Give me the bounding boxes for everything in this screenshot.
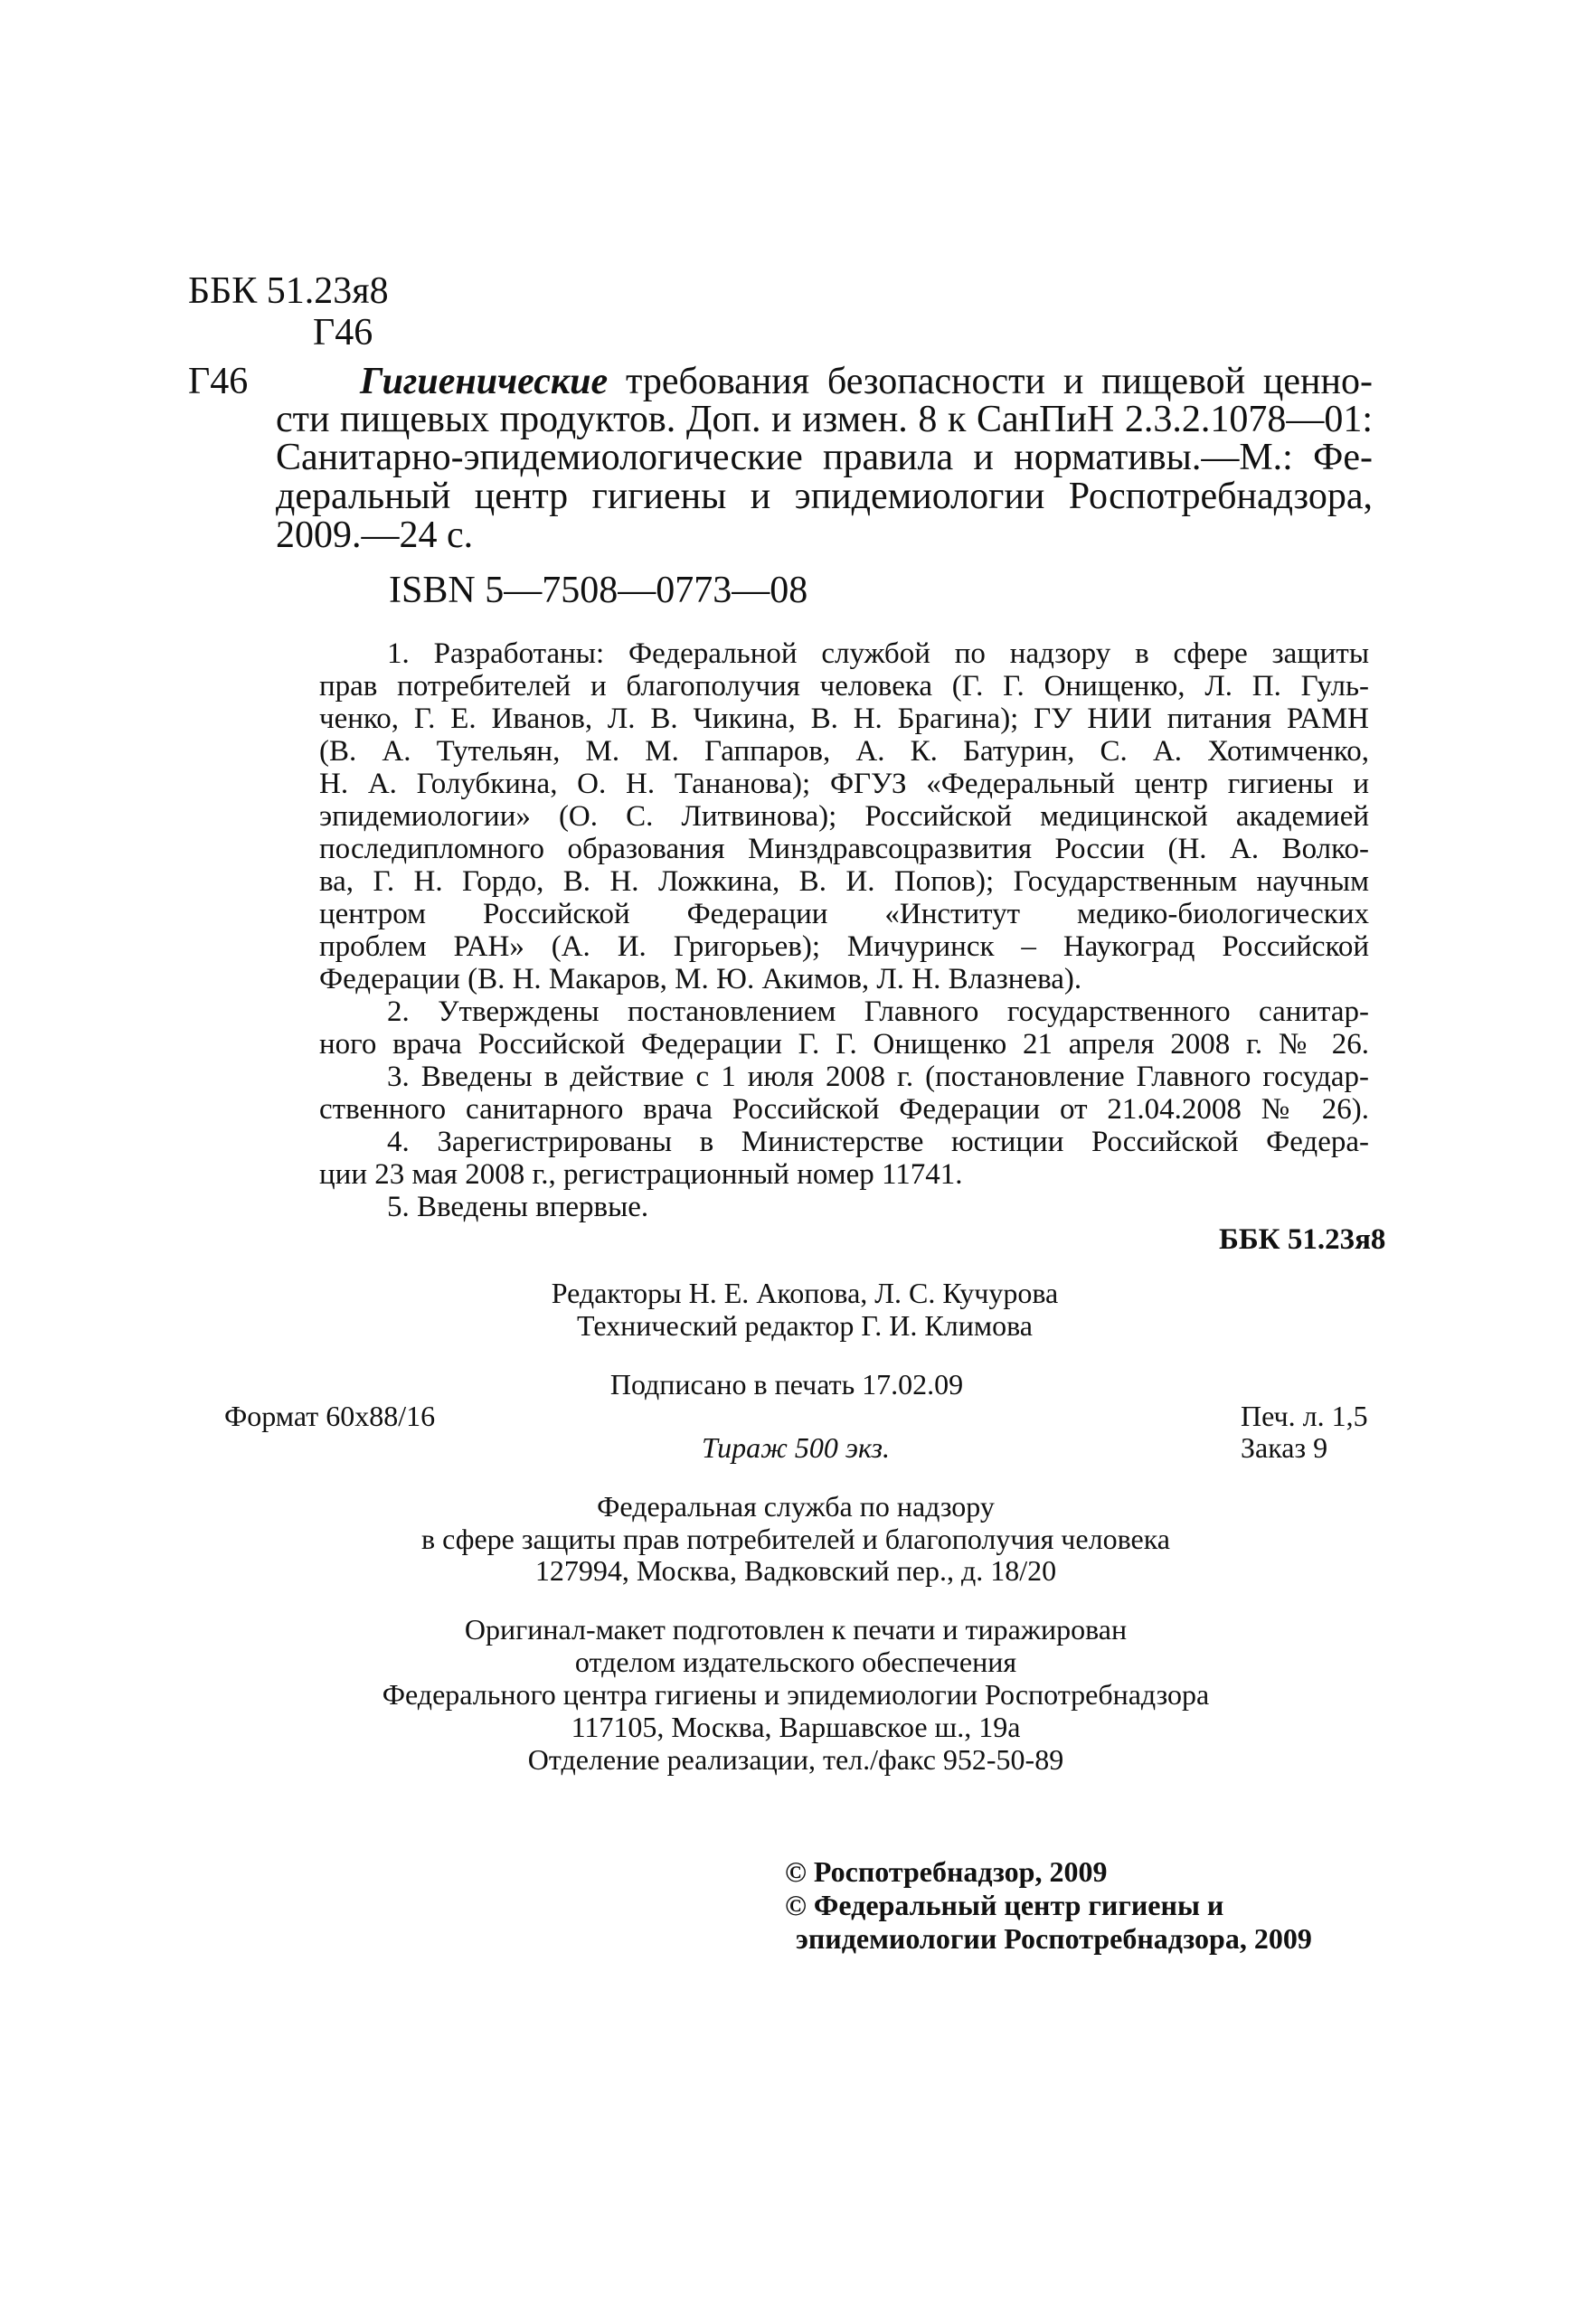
printer-phone: Отделение реализации, тел./факс 952-50-89 [527,1743,1064,1776]
title-line-2: сти пищевых продуктов. Доп. и измен. 8 к СанПиН 2.3.2.1078—01: [276,399,1373,440]
item-line: прав потребителей и благополучия человека (Г. Г. Онищенко, Л. П. Гуль- [319,670,1369,703]
author-mark: Г46 [188,361,249,402]
item-line: эпидемиологии» (О. С. Литвинова); Российской медицинской академией [319,800,1369,833]
printer-line: Федерального центра гигиены и эпидемиологии Роспотребнадзора [382,1678,1210,1711]
item-line: Н. А. Голубкина, О. Н. Тананова); ФГУЗ «Федеральный центр гигиены и [319,768,1369,800]
item-line: 5. Введены впервые. [387,1191,649,1223]
item-line: центром Российской Федерации «Институт медико-биологических [319,898,1369,930]
copyright-line: © Роспотребнадзор, 2009 [785,1855,1108,1888]
bbk-code-top: ББК 51.23я8 [188,270,389,312]
printer-line: отделом издательского обеспечения [574,1646,1017,1678]
title-rest: требования безопасности и пищевой ценно- [626,361,1373,402]
item-line: 2. Утверждены постановлением Главного государственного санитар- [387,995,1369,1028]
item-line: 1. Разработаны: Федеральной службой по надзору в сфере защиты [387,637,1369,670]
item-line: ственного санитарного врача Российской Федерации от 21.04.2008 № 26). [319,1093,1369,1126]
item-line: 4. Зарегистрированы в Министерстве юстиции Российской Федера- [387,1126,1369,1158]
title-line-3: Санитарно-эпидемиологические правила и нормативы.—М.: Фе- [276,437,1373,478]
title-line-1 [360,362,1373,401]
editors: Редакторы Н. Е. Акопова, Л. С. Кучурова [551,1277,1059,1309]
title-line-4: деральный центр гигиены и эпидемиологии Роспотребнадзора, [276,476,1373,517]
item-line: ного врача Российской Федерации Г. Г. Онищенко 21 апреля 2008 г. № 26. [319,1028,1369,1061]
title-bold: Гигиенические [360,361,609,402]
order-number: Заказ 9 [1241,1431,1328,1464]
copyright-line: © Федеральный центр гигиены и [785,1889,1224,1921]
item-line: Федерации (В. Н. Макаров, М. Ю. Акимов, Л. Н. Влазнева). [319,963,1082,995]
copyright-line: эпидемиологии Роспотребнадзора, 2009 [796,1922,1312,1955]
isbn: ISBN 5—7508—0773—08 [389,570,808,611]
item-line: ва, Г. Н. Гордо, В. Н. Ложкина, В. И. Попов); Государственным научным [319,865,1369,898]
item-line: (В. А. Тутельян, М. М. Гаппаров, А. К. Батурин, С. А. Хотимченко, [319,735,1369,768]
item-line: ченко, Г. Е. Иванов, Л. В. Чикина, В. Н. Брагина); ГУ НИИ питания РАМН [319,703,1369,735]
circulation: Тираж 500 экз. [702,1431,890,1464]
publisher-line: в сфере защиты прав потребителей и благополучия человека [421,1523,1170,1555]
technical-editor: Технический редактор Г. И. Климова [577,1309,1033,1342]
author-mark-top: Г46 [313,312,373,354]
publisher-line: Федеральная служба по надзору [597,1490,995,1523]
printer-address: 117105, Москва, Варшавское ш., 19а [571,1711,1021,1743]
signed-to-print: Подписано в печать 17.02.09 [609,1368,964,1401]
item-line: 3. Введены в действие с 1 июля 2008 г. (постановление Главного государ- [387,1061,1369,1093]
print-sheets: Печ. л. 1,5 [1241,1400,1368,1432]
item-line: ции 23 мая 2008 г., регистрационный номер 11741. [319,1158,963,1191]
title-line-5: 2009.—24 с. [276,514,474,556]
format: Формат 60x88/16 [224,1400,436,1432]
item-line: последипломного образования Минздравсоцразвития России (Н. А. Волко- [319,833,1369,865]
item-line: проблем РАН» (А. И. Григорьев); Мичуринск – Наукоград Российской [319,930,1369,963]
publisher-address: 127994, Москва, Вадковский пер., д. 18/20 [534,1554,1057,1587]
bbk-code-bottom: ББК 51.23я8 [1219,1223,1386,1256]
printer-line: Оригинал-макет подготовлен к печати и тиражирован [464,1613,1128,1646]
